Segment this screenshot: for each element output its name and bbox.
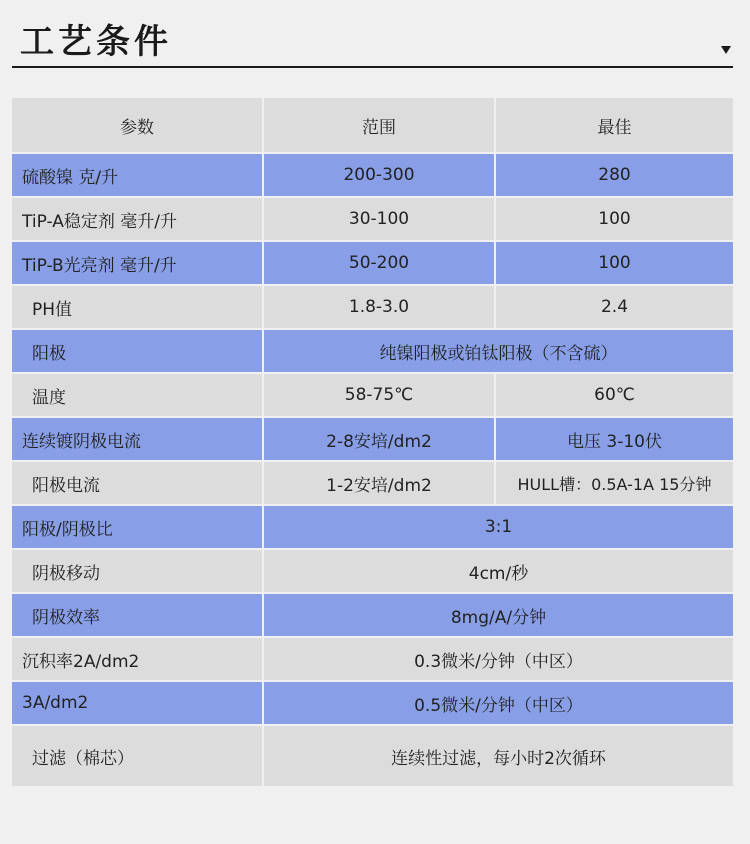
row-param: 连续镀阴极电流 xyxy=(12,418,264,460)
row-param: 温度 xyxy=(12,374,264,416)
row-value: 4cm/秒 xyxy=(468,563,529,584)
table-row xyxy=(12,550,733,594)
row-param: 硫酸镍 克/升 xyxy=(12,154,264,196)
row-best-text: HULL槽：0.5A-1A 15分钟 xyxy=(517,474,712,494)
row-param: 阳极电流 xyxy=(12,462,264,504)
row-range: 1.8-3.0 xyxy=(264,286,496,328)
row-param: 阴极移动 xyxy=(12,550,264,592)
row-best: 2.4 xyxy=(600,297,629,317)
row-best: 60℃ xyxy=(594,385,635,405)
header-best: 最佳 xyxy=(597,117,632,138)
table-row xyxy=(12,594,733,638)
row-value: 8mg/A/分钟 xyxy=(450,607,547,628)
row-value: 0.5微米/分钟（中区） xyxy=(414,695,583,716)
row-range: 30-100 xyxy=(264,198,496,240)
title-divider xyxy=(12,66,733,68)
row-range: 2-8安培/dm2 xyxy=(264,418,496,460)
process-conditions-table xyxy=(12,98,733,786)
row-param: 阳极/阴极比 xyxy=(12,506,264,548)
page-title: 工艺条件 xyxy=(20,22,172,62)
table-row xyxy=(12,374,733,418)
row-param: 阴极效率 xyxy=(12,594,264,636)
header-param: 参数 xyxy=(12,98,264,152)
table-row xyxy=(12,638,733,682)
table-row xyxy=(12,286,733,330)
table-row xyxy=(12,198,733,242)
table-row xyxy=(12,242,733,286)
row-value: 0.3微米/分钟（中区） xyxy=(414,651,583,672)
row-range: 200-300 xyxy=(264,154,496,196)
table-row xyxy=(12,682,733,726)
table-row xyxy=(12,330,733,374)
row-best: 100 xyxy=(598,209,631,229)
table-row xyxy=(12,462,733,506)
row-range: 58-75℃ xyxy=(264,374,496,416)
row-best xyxy=(496,462,733,504)
row-value: 连续性过滤，每小时2次循环 xyxy=(391,748,606,769)
row-best: 电压 3-10伏 xyxy=(567,431,662,452)
row-param: PH值 xyxy=(12,286,264,328)
table-row xyxy=(12,418,733,462)
row-param: TiP-A稳定剂 毫升/升 xyxy=(12,198,264,240)
row-range: 50-200 xyxy=(264,242,496,284)
header-range: 范围 xyxy=(264,98,496,152)
row-best: 280 xyxy=(598,165,631,185)
table-row xyxy=(12,506,733,550)
row-value: 纯镍阳极或铂钛阳极（不含硫） xyxy=(379,343,618,364)
row-param: 3A/dm2 xyxy=(12,682,264,724)
table-header-row xyxy=(12,98,733,154)
row-value: 3:1 xyxy=(484,517,513,537)
row-param: TiP-B光亮剂 毫升/升 xyxy=(12,242,264,284)
table-row xyxy=(12,726,733,786)
row-param: 阳极 xyxy=(12,330,264,372)
row-param: 过滤（棉芯） xyxy=(12,726,264,786)
dropdown-arrow-icon[interactable] xyxy=(721,46,731,54)
row-best: 100 xyxy=(598,253,631,273)
table-row xyxy=(12,154,733,198)
row-range: 1-2安培/dm2 xyxy=(264,462,496,504)
row-param: 沉积率2A/dm2 xyxy=(12,638,264,680)
